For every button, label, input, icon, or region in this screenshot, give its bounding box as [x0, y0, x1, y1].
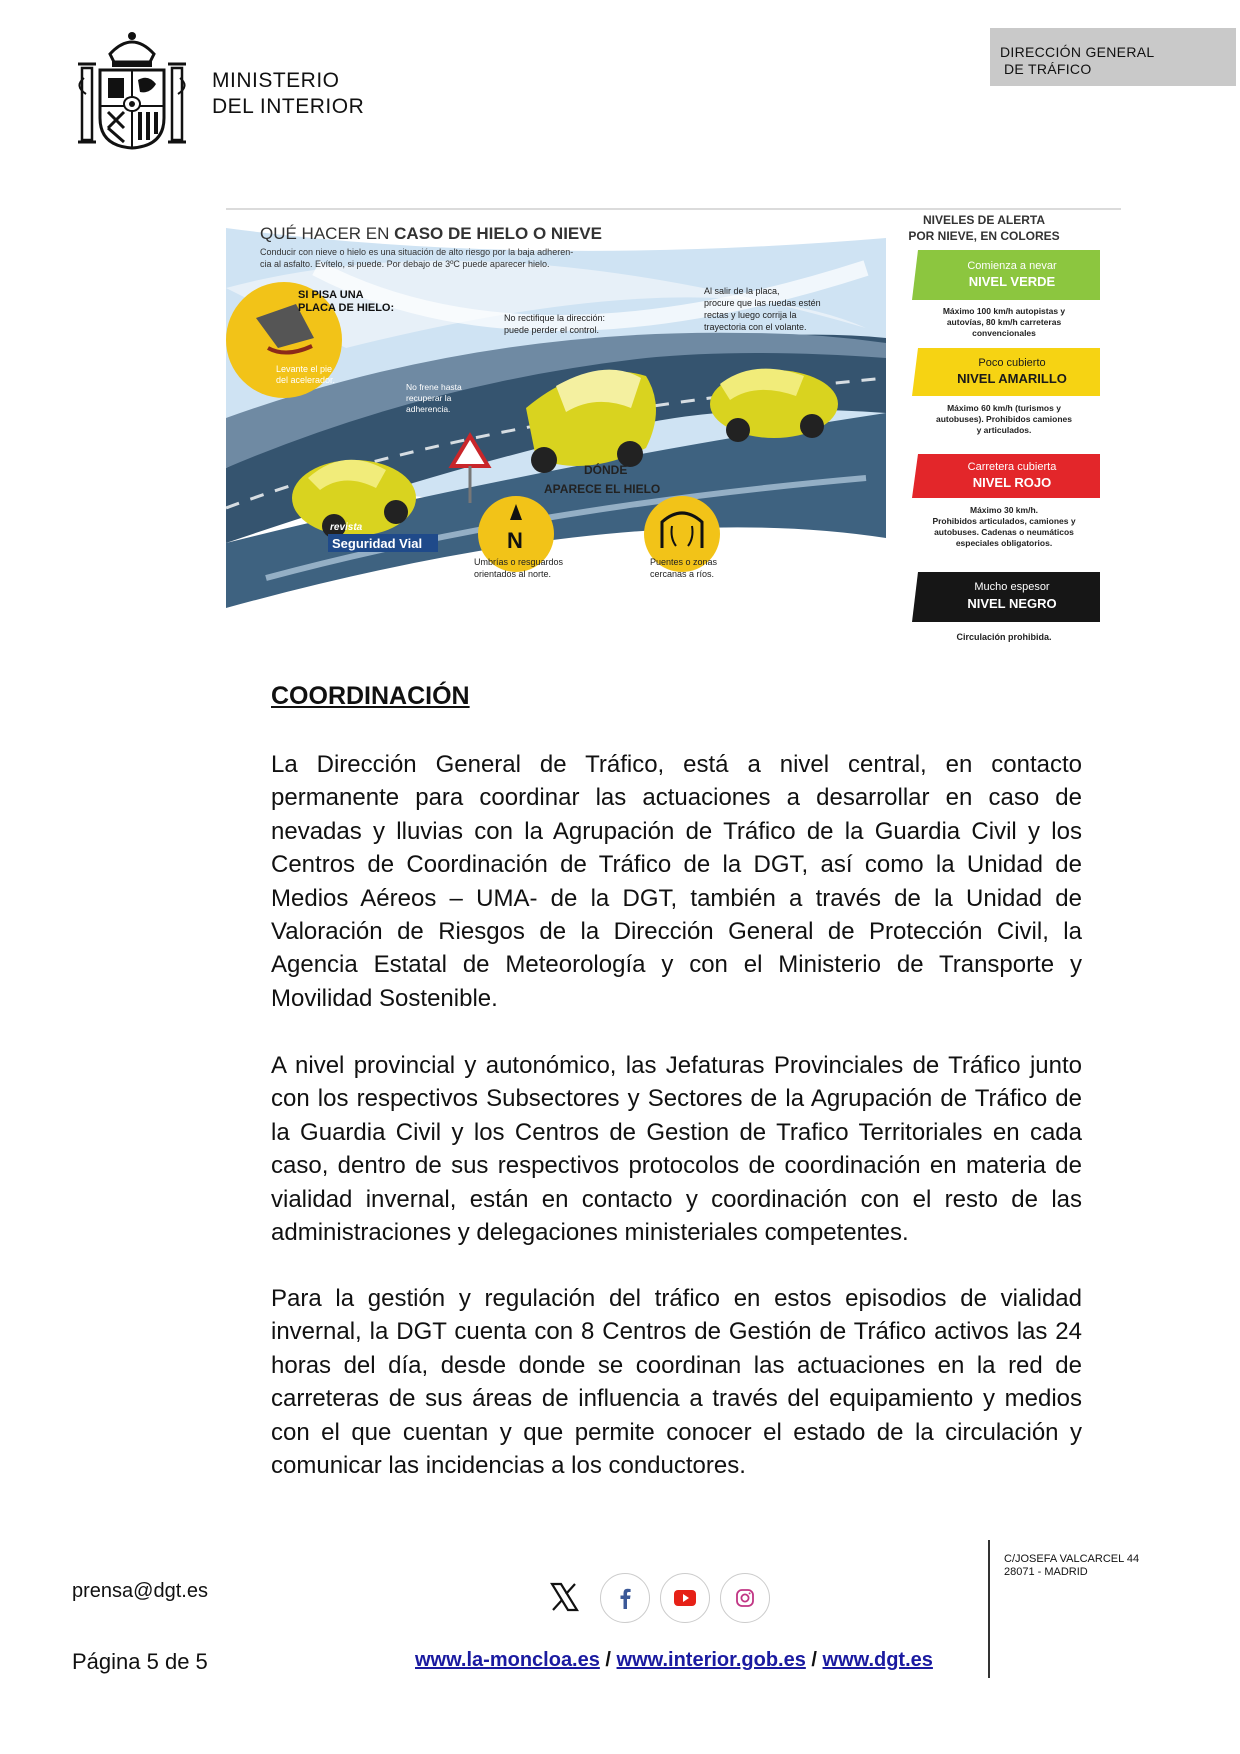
footer-links — [415, 1649, 933, 1672]
link-interior[interactable]: www.interior.gob.es — [616, 1649, 806, 1671]
youtube-icon[interactable] — [660, 1573, 710, 1623]
level-rojo-desc3: autobuses. Cadenas o neumáticos — [934, 527, 1074, 537]
dgt-line1: DIRECCIÓN GENERAL — [1000, 44, 1155, 60]
donde-line1: DÓNDE — [584, 463, 628, 477]
tip-freno-line3: adherencia. — [406, 404, 451, 414]
dgt-line2: DE TRÁFICO — [1004, 61, 1092, 77]
ministry-line1: MINISTERIO — [212, 69, 340, 92]
tip-salir-line1: Al salir de la placa, — [704, 286, 780, 296]
logo-line1: revista — [330, 522, 363, 533]
levels-title-line2: POR NIEVE, EN COLORES — [908, 229, 1060, 243]
tip-pie-line2: del acelerador. — [276, 375, 336, 385]
link-separator-2: / — [805, 1649, 823, 1671]
tip-placa-line2: PLACA DE HIELO: — [298, 302, 395, 314]
instagram-icon[interactable] — [720, 1573, 770, 1623]
level-amarillo — [912, 348, 1100, 435]
infographic-intro-line1: Conducir con nieve o hielo es una situación de alto riesgo por la baja adheren- — [260, 247, 574, 257]
level-amarillo-desc1: Máximo 60 km/h (turismos y — [947, 403, 1061, 413]
infographic-intro-line2: cia al asfalto. Evítelo, si puede. Por debajo de 3ºC puede aparecer hielo. — [260, 259, 550, 269]
level-rojo-name: NIVEL ROJO — [972, 475, 1052, 490]
level-negro-name: NIVEL NEGRO — [967, 596, 1057, 611]
page-number: Página 5 de 5 — [72, 1649, 208, 1674]
logo-line2: Seguridad Vial — [332, 536, 423, 551]
umbrias-line2: orientados al norte. — [474, 569, 552, 579]
paragraph-2: A nivel provincial y autonómico, las Jefaturas Provinciales de Tráfico junto con los respectivos Subsectores y Sectores de la Agrupación de Tráfico de la Guardia Civil y los Centros de Gestion de Trafico Territoriales en cada caso, dentro de sus respectivos protocolos de coordinación en materia de vialidad invernal, están en contacto y coordinación con el resto de las administraciones y delegaciones ministeriales competentes. — [271, 1052, 1082, 1247]
level-amarillo-desc3: y articulados. — [976, 425, 1032, 435]
tip-placa-line1: SI PISA UNA — [298, 289, 364, 301]
tip-pie-line1: Levante el pie — [276, 364, 333, 374]
address-line1: C/JOSEFA VALCARCEL 44 — [1004, 1553, 1140, 1565]
facebook-icon[interactable] — [600, 1573, 650, 1623]
link-dgt[interactable]: www.dgt.es — [822, 1649, 933, 1671]
tip-salir-line2: procure que las ruedas estén — [704, 298, 821, 308]
paragraph-3: Para la gestión y regulación del tráfico en estos episodios de vialidad invernal, la DGT cuenta con 8 Centros de Gestión de Tráfico activos las 24 horas del día, desde donde se coordinan las actuaciones en la red de carreteras de sus áreas de influencia a través del equipamiento y medios con el que cuentan y que permite conocer el estado de la circulación y comunicar las incidencias a los conductores. — [271, 1285, 1082, 1480]
link-la-moncloa[interactable]: www.la-moncloa.es — [415, 1649, 600, 1671]
level-amarillo-name: NIVEL AMARILLO — [957, 371, 1067, 386]
level-verde-desc2: autovías, 80 km/h carreteras — [946, 317, 1062, 327]
level-amarillo-sub: Poco cubierto — [978, 357, 1046, 369]
tip-direccion-line2: puede perder el control. — [504, 325, 600, 335]
level-rojo-desc2: Prohibidos articulados, camiones y — [932, 516, 1076, 526]
paragraph-1: La Dirección General de Tráfico, está a nivel central, en contacto permanente para coordinar las actuaciones a desarrollar en caso de nevadas y lluvias con la Agrupación de Tráfico de la Guardia Civil y los Centros de Coordinación de Tráfico de la DGT, así como la Unidad de Medios Aéreos – UMA- de la DGT, también a través de la Unidad de Valoración de Riesgos de la Dirección General de Protección Civil, la Agencia Estatal de Meteorología y con el Ministerio de Transporte y Movilidad Sostenible. — [271, 751, 1082, 1012]
section-heading: COORDINACIÓN — [271, 682, 470, 710]
level-negro-desc1: Circulación prohibida. — [956, 632, 1052, 642]
press-email[interactable]: prensa@dgt.es — [72, 1580, 208, 1602]
puentes-line1: Puentes o zonas — [650, 557, 718, 567]
umbrias-line1: Umbrías o resguardos — [474, 557, 564, 567]
infographic-title: QUÉ HACER EN CASO DE HIELO O NIEVE — [260, 224, 602, 243]
address-line2: 28071 - MADRID — [1004, 1566, 1088, 1578]
link-separator-1: / — [599, 1649, 617, 1671]
level-rojo-sub: Carretera cubierta — [967, 461, 1057, 473]
level-negro-sub: Mucho espesor — [974, 581, 1050, 593]
tip-freno-line1: No frene hasta — [406, 382, 462, 392]
dgt-label-box — [990, 28, 1236, 86]
tip-direccion-line1: No rectifique la dirección: — [504, 313, 606, 323]
tip-freno-line2: recuperar la — [406, 393, 452, 403]
coat-of-arms-icon — [72, 28, 192, 154]
tip-salir-line4: trayectoria con el volante. — [704, 322, 807, 332]
level-verde-desc1: Máximo 100 km/h autopistas y — [942, 306, 1066, 316]
ministry-line2: DEL INTERIOR — [212, 95, 365, 118]
level-amarillo-desc2: autobuses). Prohibidos camiones — [935, 414, 1073, 424]
levels-title-line1: NIVELES DE ALERTA — [922, 213, 1046, 227]
level-rojo-desc1: Máximo 30 km/h. — [969, 505, 1039, 515]
ministry-name — [212, 68, 364, 120]
tip-salir-line3: rectas y luego corrija la — [704, 310, 797, 320]
compass-letter: N — [507, 528, 523, 553]
ice-snow-infographic — [226, 208, 1121, 648]
level-rojo-desc4: especiales obligatorios. — [955, 538, 1053, 548]
level-verde-sub: Comienza a nevar — [967, 260, 1057, 272]
level-verde-name: NIVEL VERDE — [968, 274, 1056, 289]
donde-line2: APARECE EL HIELO — [544, 482, 661, 496]
footer-divider — [988, 1540, 990, 1678]
level-verde-desc3: convencionales — [972, 328, 1036, 338]
x-icon[interactable] — [540, 1573, 588, 1621]
puentes-line2: cercanas a ríos. — [650, 569, 715, 579]
